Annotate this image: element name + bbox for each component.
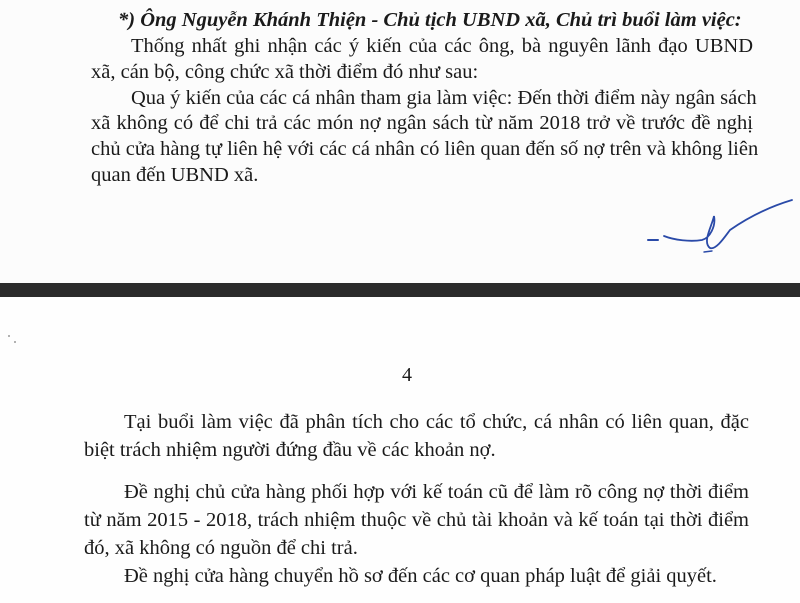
scan-speck bbox=[8, 335, 10, 337]
chair-heading: *) Ông Nguyễn Khánh Thiện - Chủ tịch UBND xã, Chủ trì buổi làm việc: bbox=[118, 9, 742, 31]
paragraph-line: xã, cán bộ, công chức xã thời điểm đó như sau: bbox=[91, 61, 479, 83]
page-separator bbox=[0, 283, 800, 297]
scan-speck bbox=[14, 341, 16, 343]
paragraph-line: quan đến UBND xã. bbox=[91, 164, 259, 186]
paragraph-line: từ năm 2015 - 2018, trách nhiệm thuộc về chủ tài khoản và kế toán tại thời điểm bbox=[84, 509, 749, 531]
paragraph-line: Qua ý kiến của các cá nhân tham gia làm việc: Đến thời điểm này ngân sách bbox=[131, 87, 757, 109]
paragraph-line: chủ cửa hàng tự liên hệ với các cá nhân có liên quan đến số nợ trên và không liên bbox=[91, 138, 759, 160]
paragraph-line: xã không có để chi trả các món nợ ngân sách từ năm 2018 trở về trước đề nghị bbox=[91, 112, 753, 134]
signature-mark bbox=[640, 196, 800, 256]
paragraph-line: đó, xã không có nguồn để chi trả. bbox=[84, 537, 358, 559]
paragraph-line: biệt trách nhiệm người đứng đầu về các khoản nợ. bbox=[84, 439, 496, 461]
paragraph-line: Đề nghị cửa hàng chuyển hồ sơ đến các cơ quan pháp luật để giải quyết. bbox=[124, 565, 717, 587]
document-page-top bbox=[0, 0, 800, 283]
paragraph-line: Tại buổi làm việc đã phân tích cho các tổ chức, cá nhân có liên quan, đặc bbox=[124, 411, 749, 433]
paragraph-line: Đề nghị chủ cửa hàng phối hợp với kế toán cũ để làm rõ công nợ thời điểm bbox=[124, 481, 749, 503]
document-page-bottom bbox=[0, 297, 800, 603]
page-number: 4 bbox=[402, 364, 412, 386]
paragraph-line: Thống nhất ghi nhận các ý kiến của các ông, bà nguyên lãnh đạo UBND bbox=[131, 35, 753, 57]
